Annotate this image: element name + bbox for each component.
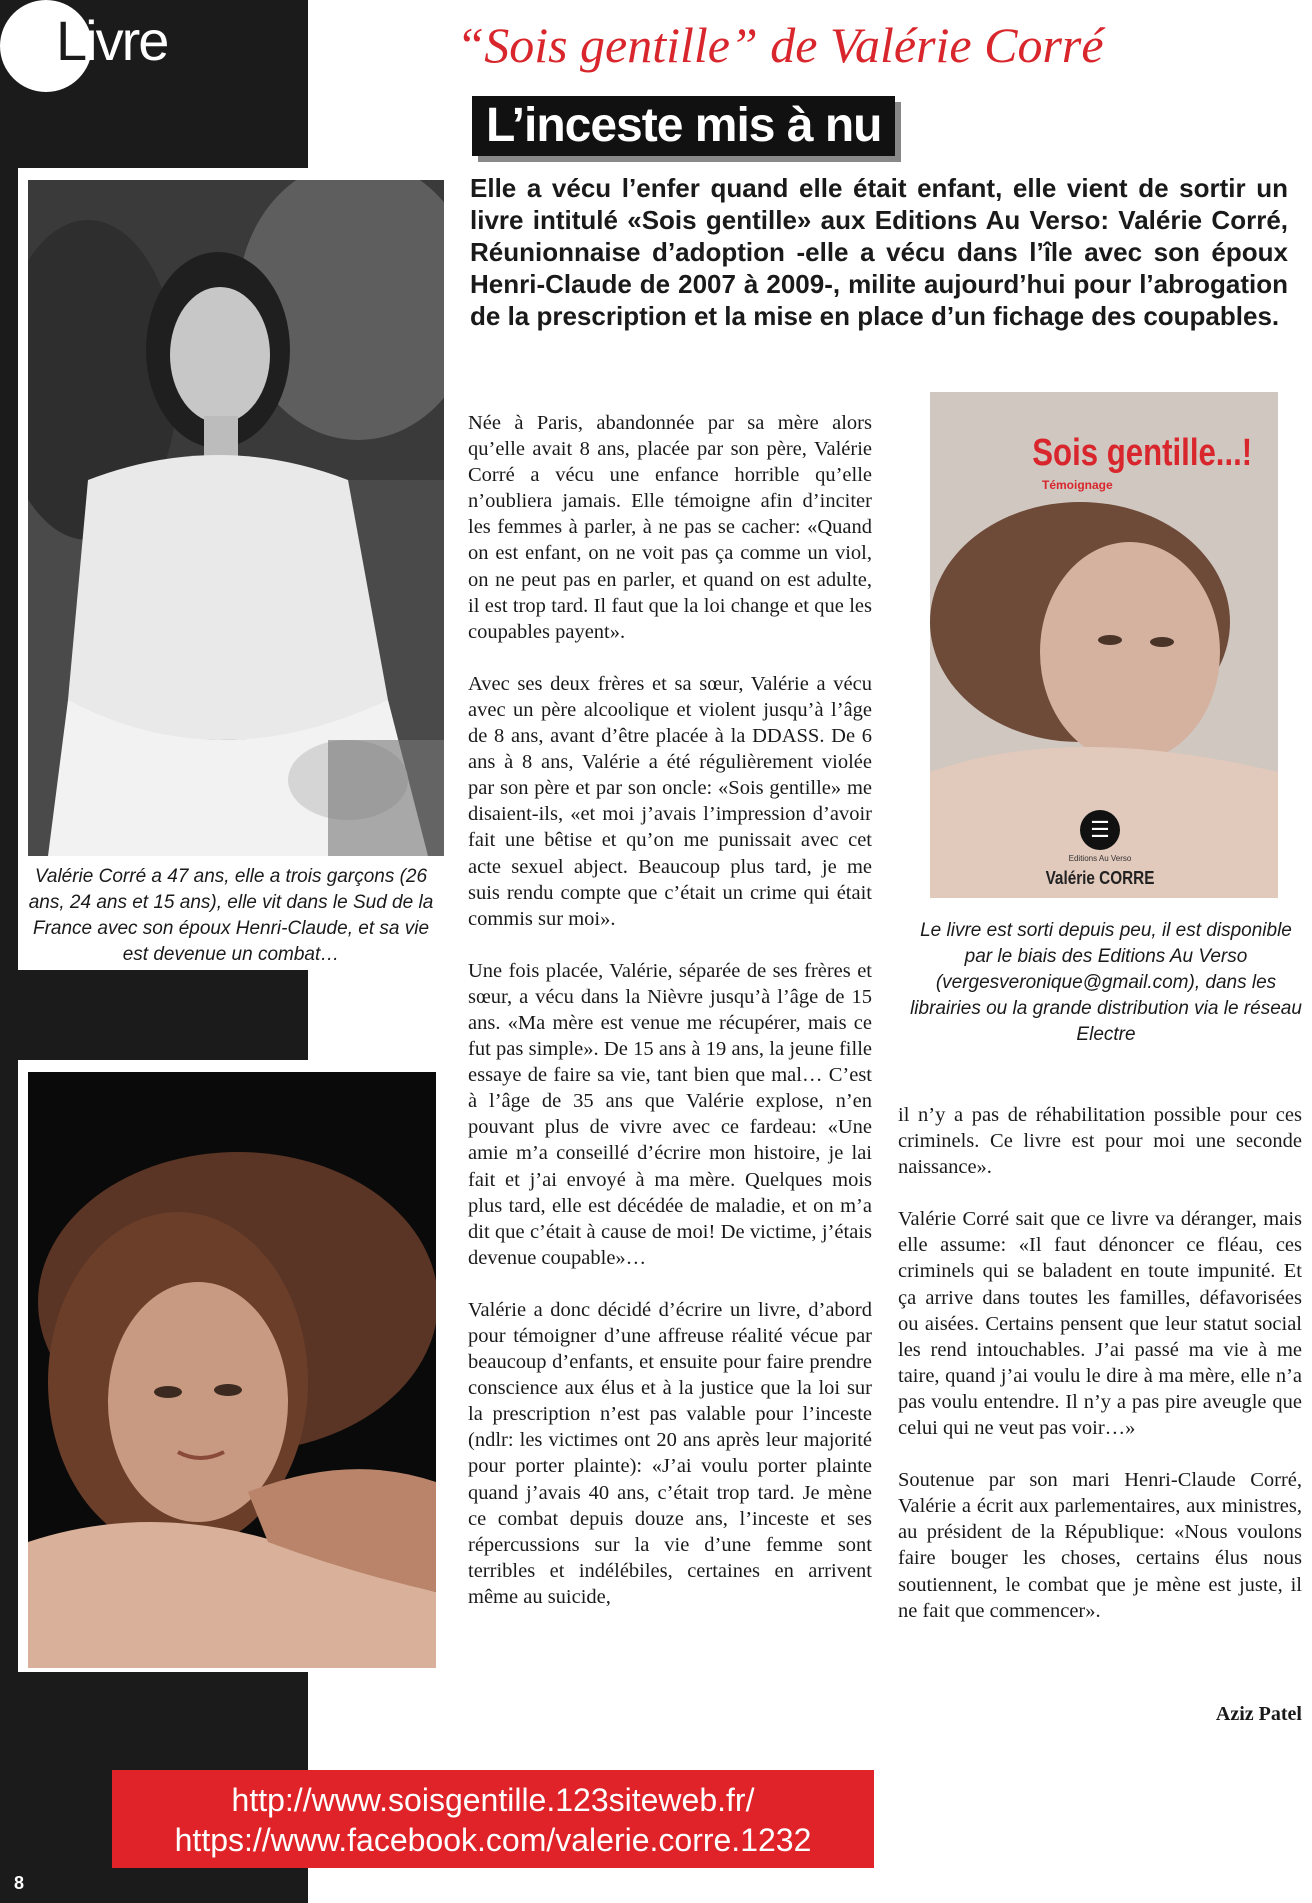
website-link[interactable]: http://www.soisgentille.123siteweb.fr/: [231, 1782, 755, 1818]
links-box: [112, 1770, 874, 1868]
paragraph: Avec ses deux frères et sa sœur, Valérie a vécu avec un père alcoolique et violent jusqu’à l’âge de 8 ans, avant d’être placée à la DDASS. De 6 ans à 8 ans, Valérie a été régulièrement violée par son père et par son oncle: «Sois gentille» me disaient-ils, «et moi j’avais l’impression d’avoir fait une bêtise et qu’on me punissait avec cet acte sexuel abject. Beaucoup plus tard, je me suis rendu compte que c’était un crime qui était commis sur moi».: [468, 672, 872, 930]
paragraph: Une fois placée, Valérie, séparée de ses frères et sœur, a vécu dans la Nièvre jusqu’à l’âge de 15 ans. «Ma mère est venue me récupérer, mais ce fut pas simple». De 15 ans à 19 ans, la jeune fille essaye de faire sa vie, tant bien que mal… C’est à l’âge de 35 ans que Valérie explose, n’en pouvant plus de vivre avec ce fardeau: «Une amie m’a conseillé d’écrire mon histoire, je lai fait et j’ai envoyé à ma mère. Quelques mois plus tard, elle est décédée de maladie, et on m’a dit que c’était à cause de moi! De victime, j’étais devenue coupable»…: [468, 959, 872, 1269]
cover-title: Sois gentille...!: [1032, 432, 1252, 474]
portrait-photo-icon: [28, 180, 444, 856]
book-cover-icon: [930, 392, 1278, 898]
cover-author: Valérie CORRE: [1045, 868, 1155, 888]
headline: “Sois gentille” de Valérie Corré: [456, 17, 1104, 73]
article-title: L’inceste mis à nu: [472, 96, 895, 156]
portrait-photo-icon: [28, 1072, 436, 1668]
lead-paragraph: Elle a vécu l’enfer quand elle était enfant, elle vient de sortir un livre intitulé «Sois gentille» aux Editions Au Verso: Valérie Corré, Réunionnaise d’adoption -elle a vécu dans l’île avec son époux Henri-Claude de 2007 à 2009-, milite aujourd’hui pour l’abrogation de la prescription et la mise en place d’un fichage des coupables.: [470, 173, 1288, 331]
paragraph: il n’y a pas de réhabilitation possible pour ces criminels. Ce livre est pour moi une seconde naissance».: [898, 1104, 1302, 1179]
cover-publisher: Editions Au Verso: [1068, 854, 1132, 863]
photo1-caption: Valérie Corré a 47 ans, elle a trois garçons (26 ans, 24 ans et 15 ans), elle vit dans le Sud de la France avec son époux Henri-Claude, et sa vie est devenue un combat…: [28, 866, 434, 965]
facebook-link[interactable]: https://www.facebook.com/valerie.corre.1232: [174, 1822, 812, 1858]
book-caption: Le livre est sorti depuis peu, il est disponible par le biais des Editions Au Verso (vergesveronique@gmail.com), dans les librairies ou la grande distribution via le réseau Electre: [910, 920, 1302, 1045]
author-signature: Aziz Patel: [1215, 1703, 1302, 1725]
article-column-2: [898, 1102, 1302, 1650]
paragraph: Soutenue par son mari Henri-Claude Corré, Valérie a écrit aux parlementaires, aux ministres, au président de la République: «Nous voulons faire bouger les choses, certains élus nous soutiennent, le combat que je mène est juste, il ne fait que commencer».: [898, 1469, 1302, 1622]
cover-subtitle: Témoignage: [1042, 478, 1113, 492]
paragraph: Valérie Corré sait que ce livre va déranger, mais elle assume: «Il faut dénoncer ce fléau, ces criminels qui se baladent en toute impunité. Et ça arrive dans toutes les familles, défavorisées ou aisées. Certains pensent que leur statut social les rend intouchables. J’ai passé ma vie à me taire, quand j’ai voulu le dire à ma mère, elle n’a pas voulu entendre. Il n’y a pas pire aveugle que celui qui ne veut pas voir…»: [898, 1208, 1302, 1440]
article-column-1: [468, 410, 872, 1636]
paragraph: Née à Paris, abandonnée par sa mère alors qu’elle avait 8 ans, placée par son père, Valérie Corré a vécu une enfance horrible qu’elle n’oubliera jamais. Elle témoigne afin d’inciter les femmes à parler, à ne pas se cacher: «Quand on est enfant, on ne voit pas ça comme un viol, on ne peut pas en parler, et quand on est adulte, il est trop tard. Il faut que la loi change et que les coupables payent».: [468, 412, 872, 643]
page-number: 8: [14, 1873, 25, 1893]
section-label: Livre: [56, 9, 168, 72]
publisher-logo-icon: ☰: [1080, 810, 1120, 850]
paragraph: Valérie a donc décidé d’écrire un livre, d’abord pour témoigner d’une affreuse réalité vécue par beaucoup d’enfants, et ensuite pour faire prendre conscience aux élus et à la justice que la loi sur la prescription n’est pas valable pour l’inceste (ndlr: les victimes ont 20 ans après leur majorité pour porter plainte): «J’ai voulu porter plainte quand j’avais 40 ans, c’était trop tard. Je mène ce combat depuis douze ans, l’inceste et ses répercussions sur la vie d’une femme sont terribles et indélébiles, certaines en arrivent même au suicide,: [468, 1298, 872, 1608]
